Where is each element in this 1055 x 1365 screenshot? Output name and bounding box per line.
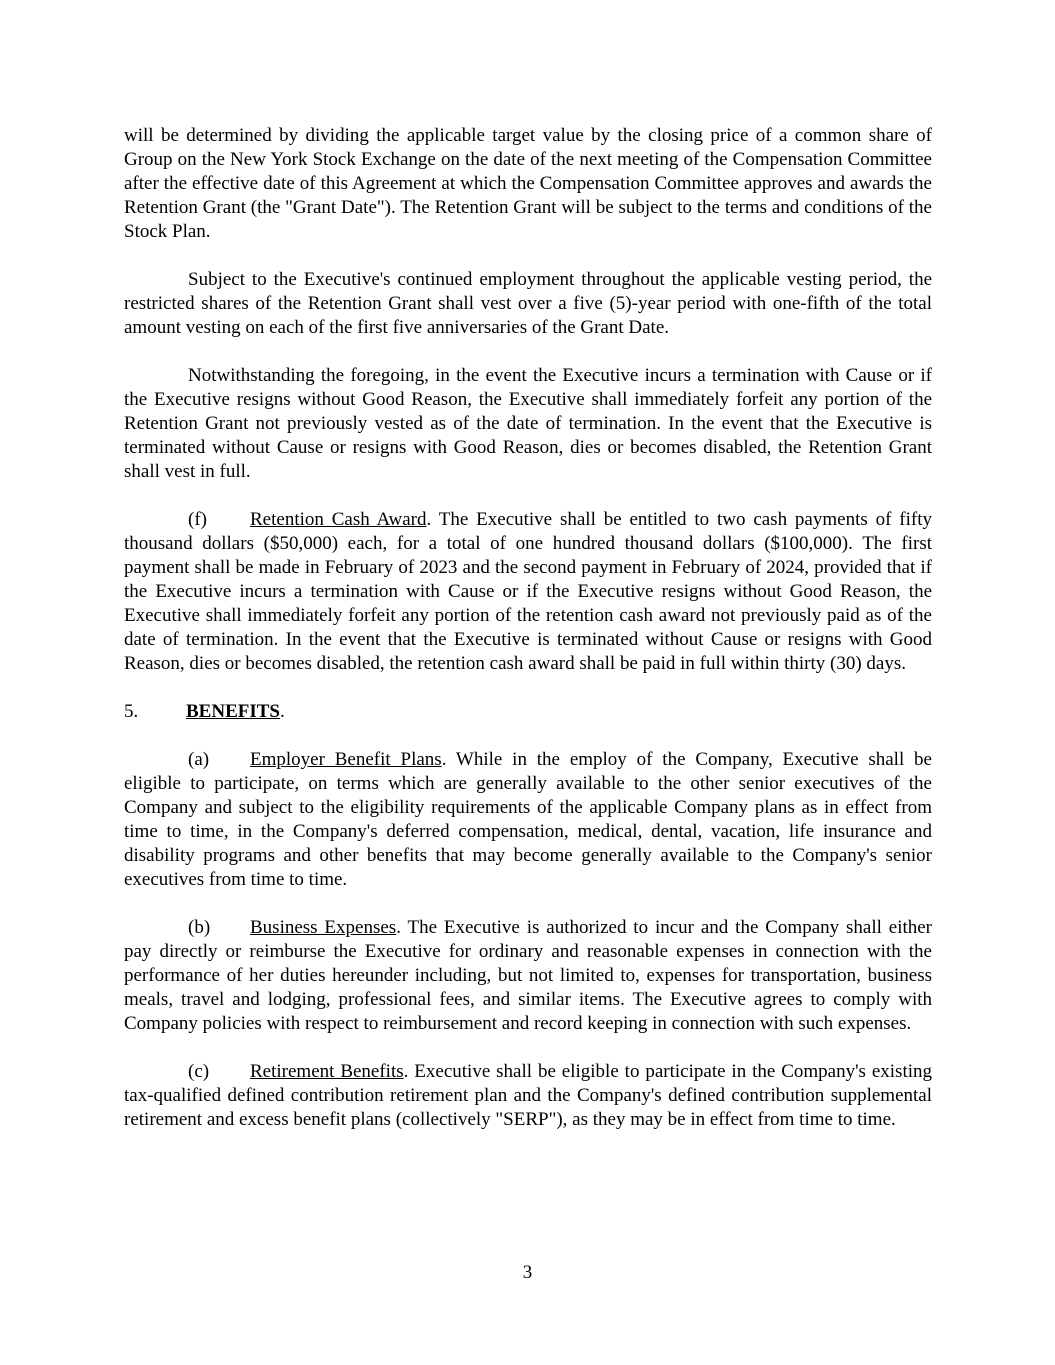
section-a-text: . While in the employ of the Company, Executive shall be eligible to participate, on terms which are generally available to the other senior executives of the Company and subject to the eligibility requirements of the applicable Company plans as in effect from time to time, in the Company's deferred compensation, medical, dental, vacation, life insurance and disability programs and other benefits that may become generally available to the Company's senior executives from time to time. (124, 749, 932, 890)
paragraph-grant-date: will be determined by dividing the applicable target value by the closing price of a common share of Group on the New York Stock Exchange on the date of the next meeting of the Compensation Committee after the effective date of this Agreement at which the Compensation Committee approves and awards the Retention Grant (the "Grant Date"). The Retention Grant will be subject to the terms and conditions of the Stock Plan. (124, 125, 932, 242)
section-c-label: (c) (188, 1061, 210, 1082)
section-f-text: . The Executive shall be entitled to two cash payments of fifty thousand dollars ($50,000) each, for a total of one hundred thousand dollars ($100,000). The first payment shall be made in February of 2023 and the second payment in February of 2024, provided that if the Executive incurs a termination with Cause or if the Executive resigns without Good Reason, the Executive shall immediately forfeit any portion of the retention cash award not previously paid as of the date of termination. In the event that the Executive is terminated without Cause or resigns with Good Reason, dies or becomes disabled, the retention cash award shall be paid in full within thirty (30) days. (124, 509, 932, 674)
paragraph-forfeiture: Notwithstanding the foregoing, in the event the Executive incurs a termination with Cause or if the Executive resigns without Good Reason, the Executive shall immediately forfeit any portion of the Retention Grant not previously vested as of the date of termination. In the event that the Executive is terminated without Cause or resigns with Good Reason, dies or becomes disabled, the Retention Grant shall vest in full. (124, 365, 932, 482)
section-f-retention-cash-award (124, 508, 932, 676)
section-c-retirement-benefits (124, 1060, 932, 1132)
page-number: 3 (522, 1262, 533, 1283)
section-c-title: Retirement Benefits (250, 1061, 404, 1082)
section-5-heading (124, 700, 932, 724)
section-b-text: . The Executive is authorized to incur and the Company shall either pay directly or reimburse the Executive for ordinary and reasonable expenses in connection with the performance of her duties hereunder including, but not limited to, expenses for transportation, business meals, travel and lodging, professional fees, and similar items. The Executive agrees to comply with Company policies with respect to reimbursement and record keeping in connection with such expenses. (124, 917, 933, 1034)
section-f-title: Retention Cash Award (250, 509, 427, 530)
section-5-number: 5. (124, 701, 139, 722)
section-f-label: (f) (188, 509, 207, 530)
section-5-trail: . (279, 701, 285, 722)
paragraph-vesting: Subject to the Executive's continued employment throughout the applicable vesting period, the restricted shares of the Retention Grant shall vest over a five (5)-year period with one-fifth of the total amount vesting on each of the first five anniversaries of the Grant Date. (124, 269, 932, 338)
section-b-business-expenses (124, 916, 932, 1036)
section-a-employer-benefit-plans (124, 748, 932, 892)
section-5-title: BENEFITS (186, 701, 280, 722)
section-a-label: (a) (188, 749, 210, 770)
section-a-title: Employer Benefit Plans (250, 749, 442, 770)
document-body (124, 124, 932, 1156)
section-b-label: (b) (188, 917, 211, 938)
section-c-text: . Executive shall be eligible to participate in the Company's existing tax-qualified defined contribution retirement plan and the Company's defined contribution supplemental retirement and excess benefit plans (collectively "SERP"), as they may be in effect from time to time. (124, 1061, 932, 1130)
section-b-title: Business Expenses (250, 917, 397, 938)
